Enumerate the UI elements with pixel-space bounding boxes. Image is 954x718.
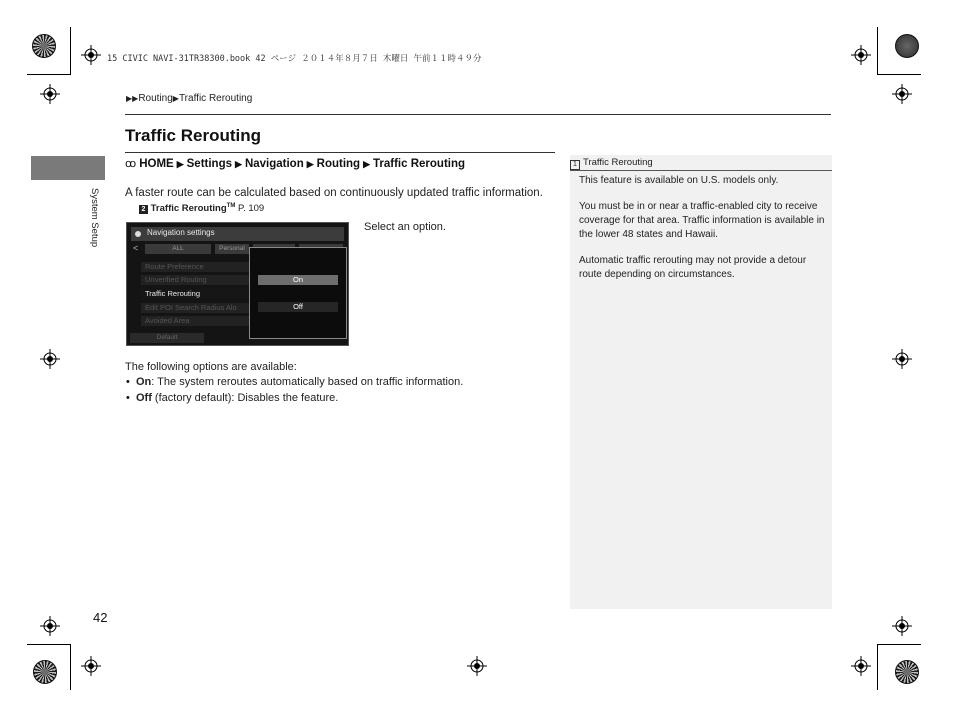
side-note-title: Traffic Rerouting <box>583 157 653 168</box>
color-rosette-mark <box>33 660 57 684</box>
screen-header <box>131 227 344 241</box>
nav-path-separator: ▶ <box>235 159 242 169</box>
home-button-icon: ꝏ <box>125 158 137 170</box>
cross-reference-label: Traffic Rerouting <box>150 203 227 215</box>
registration-mark-icon <box>851 656 871 676</box>
page-number: 42 <box>93 610 108 625</box>
navigation-settings-screenshot <box>126 222 349 346</box>
option-keyword: On <box>135 376 152 388</box>
crop-mark <box>877 74 921 75</box>
tab-all[interactable]: ALL <box>145 244 211 254</box>
crop-mark <box>70 644 71 690</box>
registration-mark-icon <box>892 84 912 104</box>
crop-mark <box>877 644 878 690</box>
side-note-heading <box>570 155 832 171</box>
feature-description: A faster route can be calculated based on continuously updated traffic information. <box>125 187 543 199</box>
nav-path-separator: ▶ <box>176 159 184 169</box>
color-rosette-mark <box>32 34 56 58</box>
default-button[interactable]: Default <box>130 333 204 343</box>
option-keyword: Off <box>135 392 152 404</box>
section-label: System Setup <box>89 188 100 248</box>
cross-reference-icon: 2 <box>139 205 148 214</box>
options-intro: The following options are available: <box>125 361 297 373</box>
menu-row-unverified-routing[interactable]: Unverified Routing <box>141 275 255 285</box>
nav-path-routing: Routing <box>316 158 361 170</box>
registration-mark-icon <box>40 84 60 104</box>
menu-row-route-preference[interactable]: Route Preference <box>141 262 255 272</box>
registration-mark-icon <box>81 45 101 65</box>
bullet: • <box>126 376 130 388</box>
breadcrumb-separator: ▶ <box>172 94 179 103</box>
option-description: (factory default): Disables the feature. <box>151 392 339 404</box>
registration-mark-icon <box>81 656 101 676</box>
header-divider <box>125 114 831 115</box>
section-tab <box>31 156 105 180</box>
screen-title: Navigation settings <box>147 228 215 237</box>
breadcrumb-item-routing[interactable]: Routing <box>138 93 173 104</box>
nav-path-separator: ▶ <box>306 159 314 169</box>
side-note-panel <box>570 155 832 609</box>
option-popup <box>249 247 347 339</box>
nav-path-navigation: Navigation <box>244 158 304 170</box>
menu-row-traffic-rerouting[interactable]: Traffic Rerouting <box>141 289 255 299</box>
side-note-paragraph: This feature is available on U.S. models only. <box>579 175 779 186</box>
breadcrumb <box>126 93 252 104</box>
trademark-mark: TM <box>226 203 236 209</box>
print-file-header: 15 CIVIC NAVI-31TR38300.book 42 ページ ２０１４年８月７日 木曜日 午前１１時４９分 <box>107 54 482 64</box>
crop-mark <box>27 74 71 75</box>
crop-mark <box>877 644 921 645</box>
instruction-text: Select an option. <box>364 221 446 233</box>
title-divider <box>125 152 555 153</box>
settings-icon <box>135 231 141 237</box>
registration-mark-icon <box>40 616 60 636</box>
crop-mark <box>70 27 71 75</box>
option-description: : The system reroutes automatically based on traffic information. <box>151 376 464 388</box>
breadcrumb-arrows: ▶▶ <box>126 94 139 103</box>
menu-row-edit-poi-search-radius[interactable]: Edit POI Search Radius Alo <box>141 303 255 313</box>
cross-reference-page: P. 109 <box>235 203 265 215</box>
registration-mark-icon <box>467 656 487 676</box>
nav-path-traffic-rerouting: Traffic Rerouting <box>373 158 466 170</box>
cross-reference-link[interactable] <box>139 203 264 214</box>
page-title: Traffic Rerouting <box>125 126 262 145</box>
side-note-paragraph: Automatic traffic rerouting may not provide a detour route depending on circumstances. <box>579 255 807 280</box>
nav-path-home: HOME <box>139 158 174 170</box>
nav-path-separator: ▶ <box>363 159 371 169</box>
back-icon[interactable]: < <box>133 243 139 253</box>
registration-mark-icon <box>892 349 912 369</box>
color-rosette-mark <box>895 34 919 58</box>
tab-personal[interactable]: Personal <box>215 244 249 254</box>
breadcrumb-item-traffic-rerouting[interactable]: Traffic Rerouting <box>178 93 253 104</box>
option-on-button[interactable]: On <box>258 275 338 285</box>
color-rosette-mark <box>895 660 919 684</box>
nav-path-settings: Settings <box>186 158 233 170</box>
option-item-off <box>126 392 338 404</box>
registration-mark-icon <box>40 349 60 369</box>
bullet: • <box>126 392 130 404</box>
registration-mark-icon <box>892 616 912 636</box>
crop-mark <box>877 27 878 75</box>
navigation-path <box>125 157 465 170</box>
note-icon: 1 <box>570 160 580 170</box>
crop-mark <box>27 644 71 645</box>
option-off-button[interactable]: Off <box>258 302 338 312</box>
option-item-on <box>126 376 463 388</box>
side-note-paragraph: You must be in or near a traffic-enabled city to receive coverage for that area. Traffic information is available in the lower 48 states and Hawaii. <box>579 201 825 240</box>
menu-row-avoided-area[interactable]: Avoided Area <box>141 316 255 326</box>
registration-mark-icon <box>851 45 871 65</box>
